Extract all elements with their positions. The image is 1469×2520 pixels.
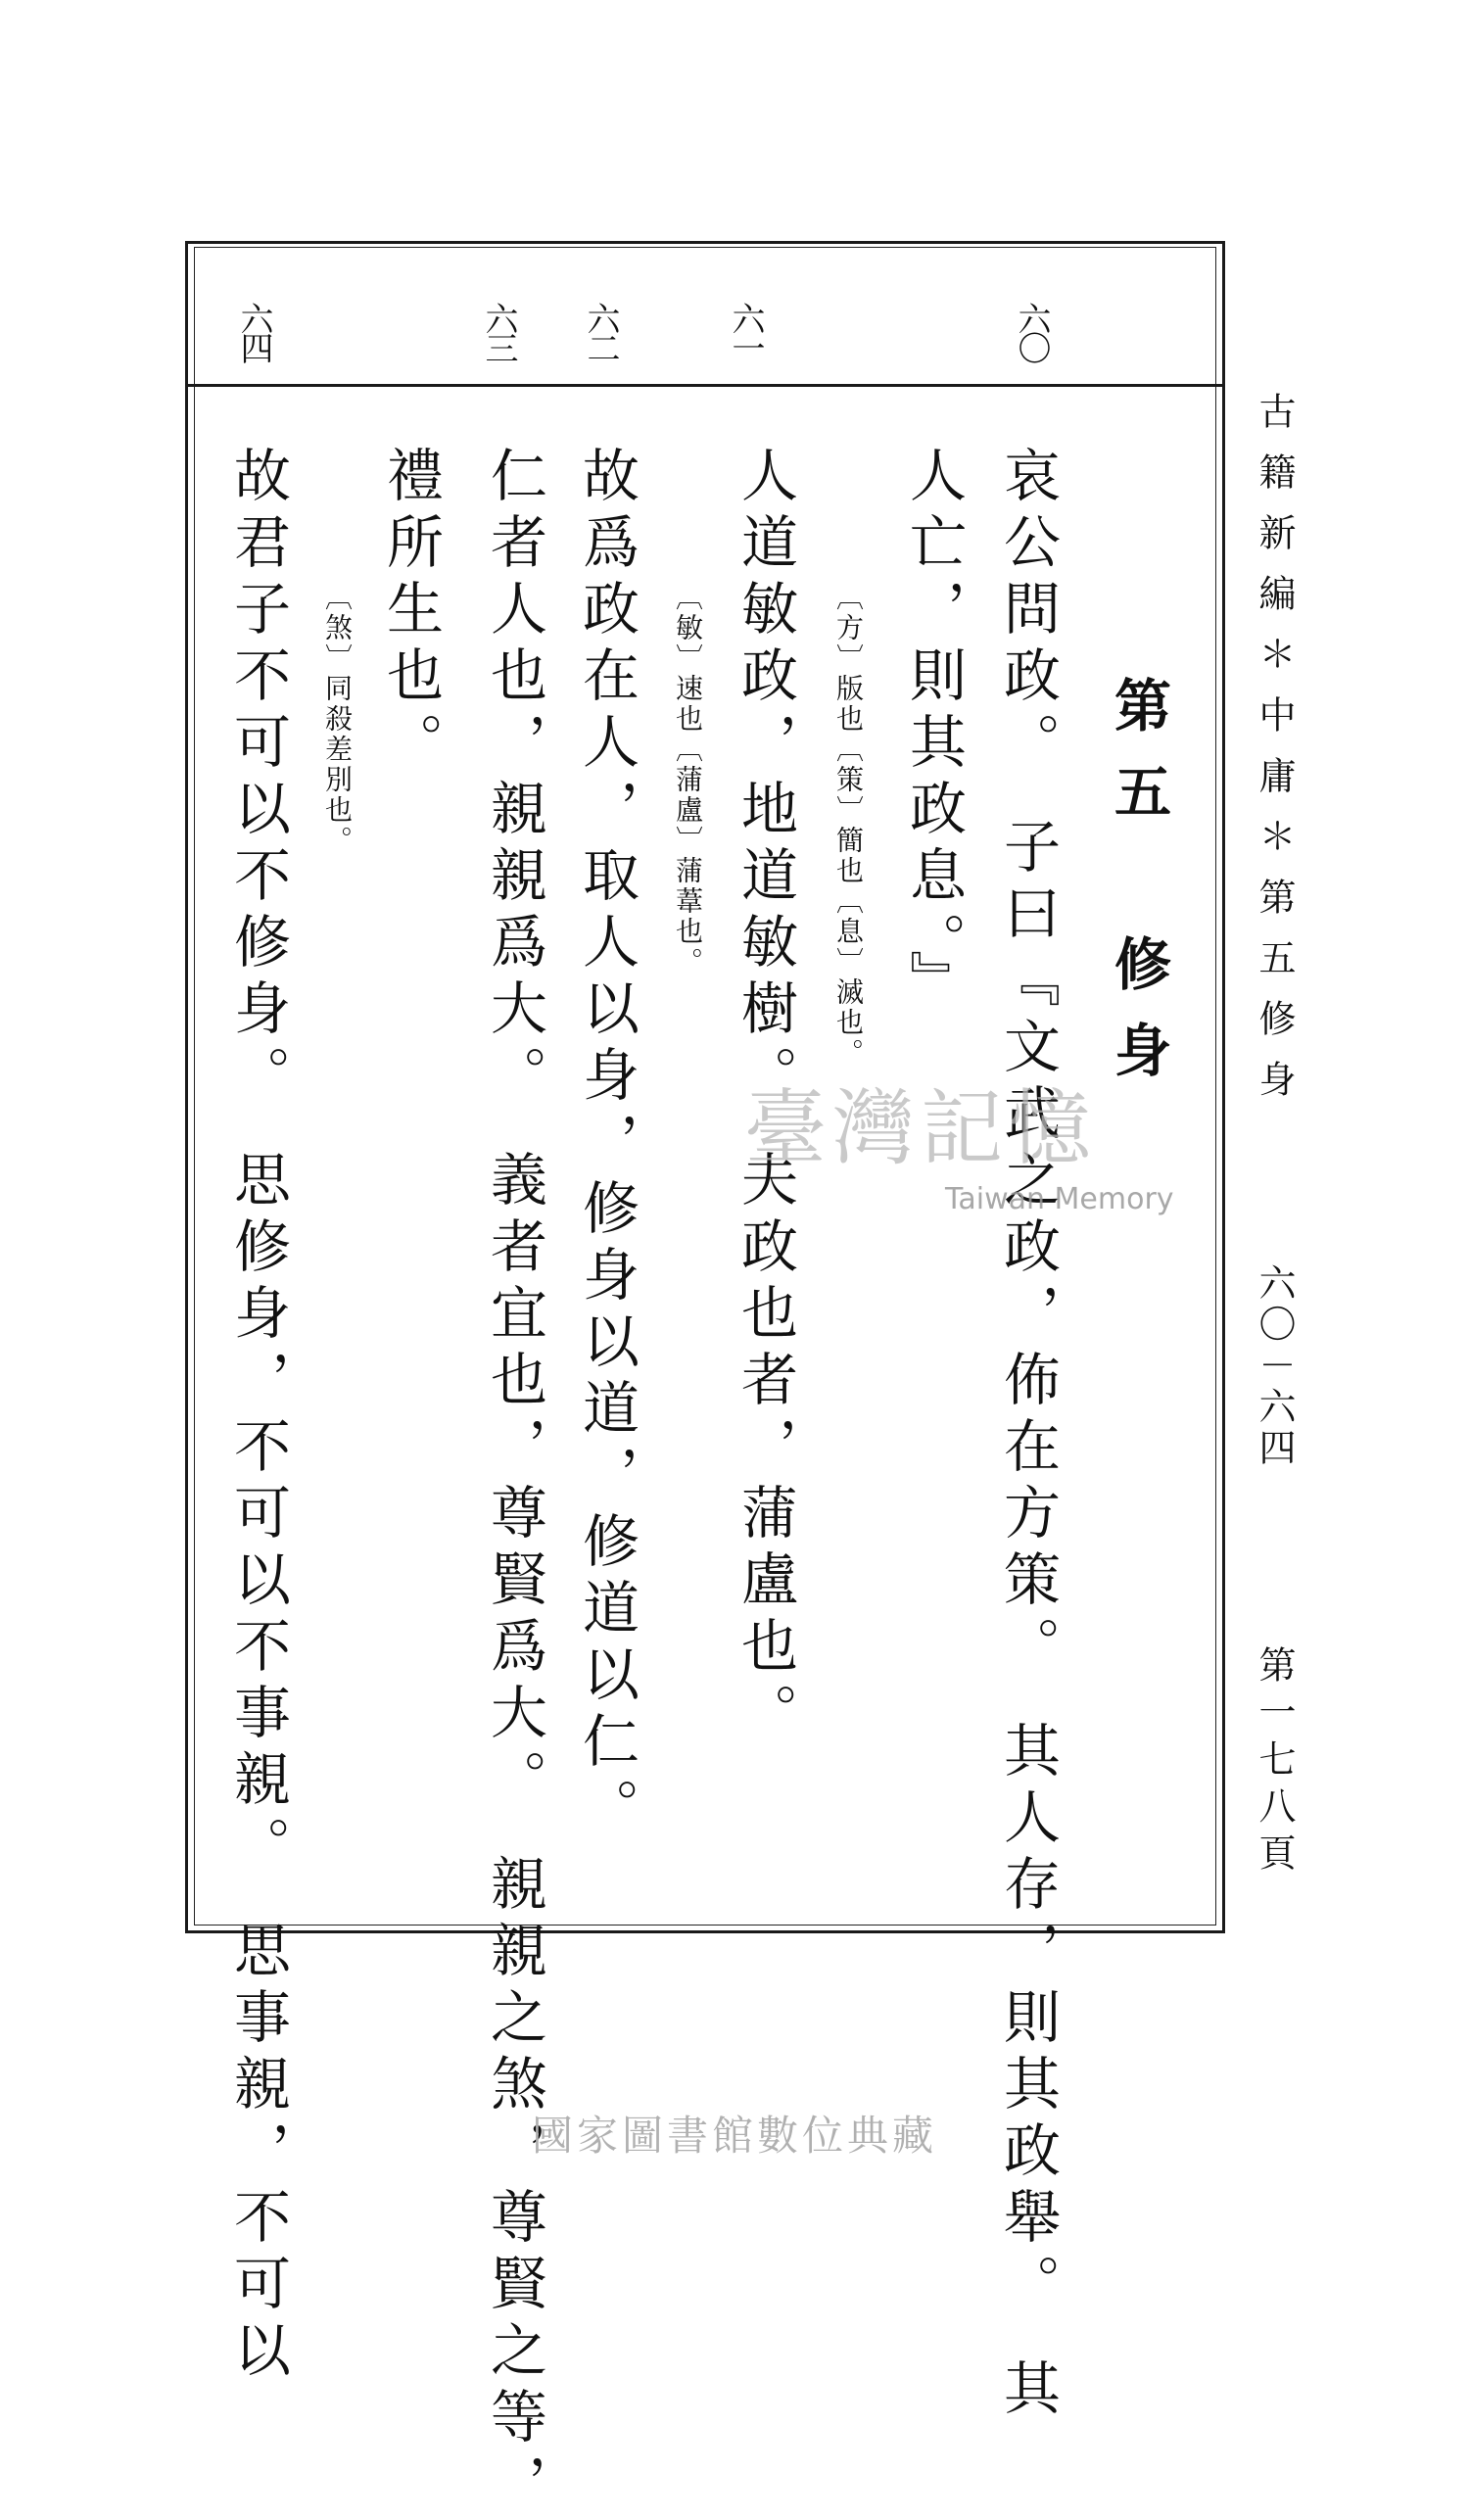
annotation-1: 〔方〕版也〔策〕簡也〔息〕滅也。: [832, 583, 865, 1069]
text-column-3: 人道敏政，地道敏樹。 夫政也者，蒲盧也。: [732, 446, 798, 1749]
text-column-6: 禮所生也。: [377, 446, 444, 779]
section-heading: 第五 修身: [1105, 676, 1171, 1107]
header-number-61: 六一: [726, 302, 765, 360]
text-column-5: 仁者人也，親親爲大。 義者宜也，尊賢爲大。 親親之煞，尊賢之等，: [481, 446, 547, 2520]
annotation-3: 〔煞〕同殺差別也。: [321, 583, 354, 856]
text-column-2: 人亡，則其政息。』: [900, 446, 967, 1017]
page-range: 六〇－六四: [1253, 1263, 1296, 1469]
header-number-63: 六三: [479, 302, 518, 360]
text-column-7: 故君子不可以不修身。 思修身，不可以不事親。 思事親，不可以: [224, 446, 291, 2387]
header-number-62: 六二: [581, 302, 620, 360]
text-column-4: 故爲政在人，取人以身，修身以道，修道以仁。: [573, 446, 640, 1844]
watermark-chinese: 臺灣記憶: [744, 1080, 1098, 1176]
header-number-64: 六四: [234, 302, 273, 360]
header-number-60: 六〇: [1012, 302, 1051, 360]
page-number: 第一七八頁: [1253, 1645, 1296, 1880]
watermark-english: Taiwan Memory: [945, 1182, 1174, 1216]
header-divider: [185, 384, 1225, 387]
annotation-2: 〔敏〕速也〔蒲盧〕蒲葦也。: [672, 583, 704, 977]
running-title: 古籍新編＊中庸＊第五修身: [1253, 392, 1296, 1120]
text-column-1: 哀公問政。 子曰『文武之政，佈在方策。 其人存，則其政舉。 其: [994, 446, 1061, 2425]
footer-archive-credit: 國家圖書館數位典藏: [531, 2112, 937, 2160]
